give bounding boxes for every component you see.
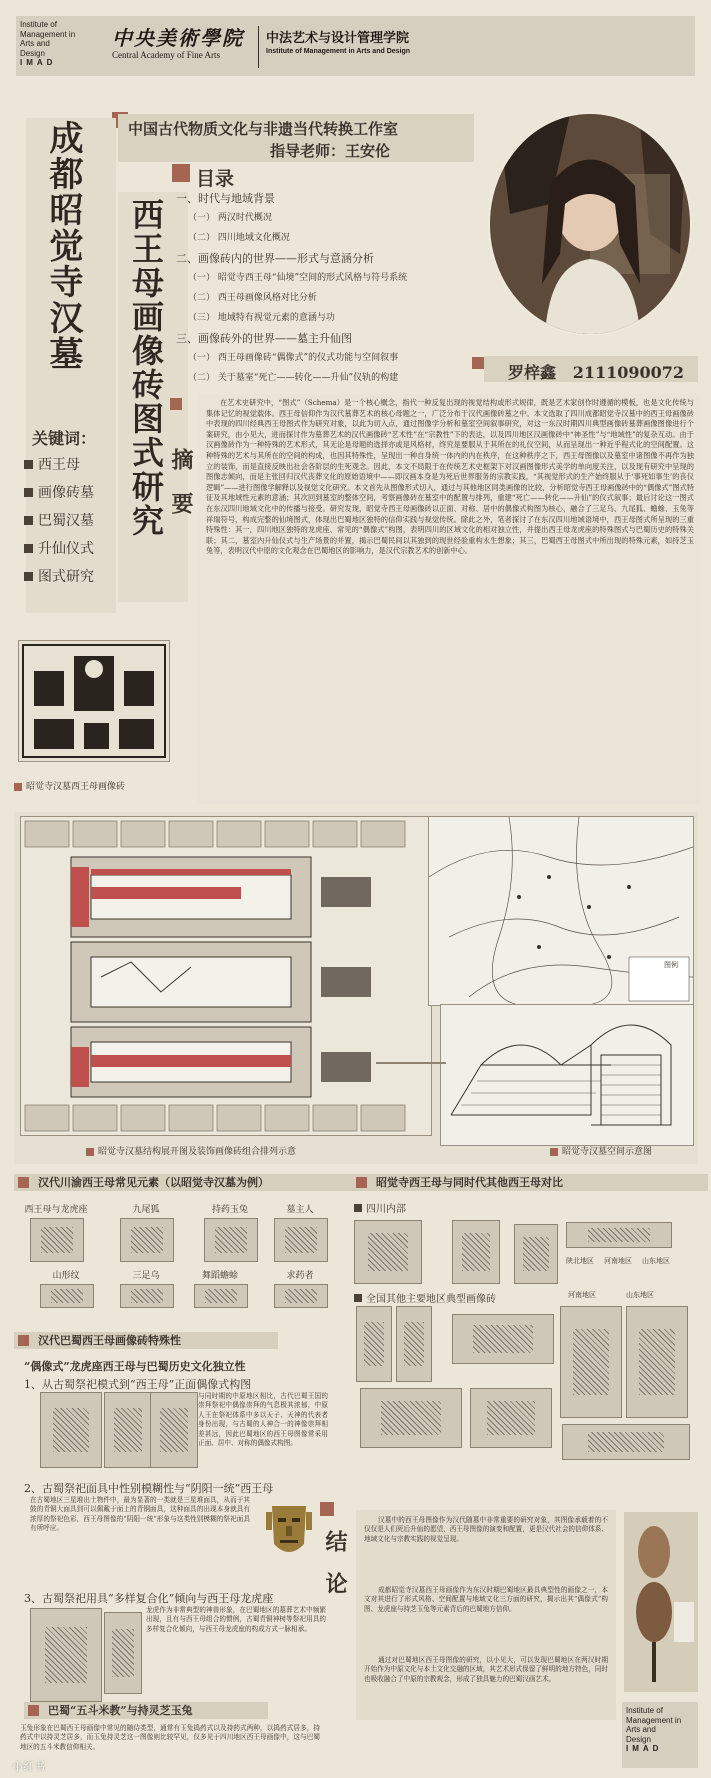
point-1-image-b [104,1392,152,1468]
footer-imad-block [622,1702,698,1768]
toc-item-2: 二、画像砖内的世界——形式与意涵分析 [176,252,374,265]
diagram-arrow [376,1062,446,1064]
national-thumb-8 [562,1424,690,1460]
academy-logo [112,26,252,72]
conclusion-para-3: 通过对巴蜀地区西王母图像的研究，以小见大，可以发现巴蜀地区在两汉时期开始作为中原文化与本土文化交融的区域，其艺术形式保留了鲜明的地方特色，同时也吸收融合了中原的宗教观念，形成了独具魅力的巴蜀汉画艺术。 [364,1656,608,1683]
national-text: 全国其他主要地区典型画像砖 [366,1294,496,1305]
element-thumb-4 [274,1218,328,1262]
map-illustration [429,817,693,1005]
point-3-image-a [30,1608,102,1702]
element-label-4: 墓主人 [286,1205,314,1215]
footer-imad-line-3: Arts and [626,1725,656,1734]
sichuan-thumb-2 [452,1220,500,1284]
imad-logo-block [20,20,90,72]
point-3-image-b [104,1612,142,1694]
toc-sub-3-2: （二） 关于墓室“死亡——转化——升仙”仪轨的构建 [188,373,399,383]
toc-sub-2-2: （二） 西王母画像风格对比分析 [188,293,317,303]
artwork-illustration [624,1512,698,1692]
sub-marker-icon-2 [354,1294,362,1302]
tomb-plan-diagram [20,816,432,1136]
element-label-7: 舞蹈蟾蜍 [201,1271,238,1281]
conclusion-para-2: 成都昭觉寺汉墓西王母画像作为东汉时期巴蜀地区最具典型性的画像之一，本文对其进行了形式风格、空间配置与地域文化三方面的研究，揭示出其“偶像式”构图、龙虎座与持芝玉兔等元素背后的巴蜀地方信仰。 [364,1586,608,1613]
national-thumb-2 [396,1306,432,1382]
point-1-text: 与同时期的中原地区相比，古代巴蜀王国的崇拜祭祀中偶像崇拜的气息极其浓郁，中原人王在祭祀体系中多以天子、天神的代表者身份出现，与古蜀的人神合一的神像崇拜相差甚远，因此巴蜀地区的西王母图像常采用正面、居中、对称的偶像式构图。 [198,1392,328,1448]
point-3-title: 3、古蜀祭祀用具“多样复合化”倾向与西王母龙虎座 [24,1592,274,1605]
toc-square [172,164,190,182]
keyword-1: 西王母 [24,456,80,474]
region-shaanbei: 陕北地区 [566,1257,594,1265]
element-label-3: 持药玉兔 [211,1205,248,1215]
point-1-title: 1、从古蜀祭祀模式到“西王母”正面偶像式构图 [24,1378,252,1391]
academy-name-en: Central Academy of Fine Arts [112,50,220,60]
sub-marker-icon [354,1204,362,1212]
school-name-en: Institute of Management in Arts and Design [266,48,411,55]
keyword-4: 升仙仪式 [24,540,94,558]
footer-imad-line-2: Management in [626,1715,682,1725]
sichuan-internal-label [354,1200,406,1215]
studio-name: 中国古代物质文化与非遗当代转换工作室 [128,120,399,138]
region-shandong-2: 山东地区 [626,1291,654,1299]
bronze-mask-image [266,1498,312,1562]
national-thumb-6 [360,1388,462,1448]
school-name-cn: 中法艺术与设计管理学院 [266,31,410,46]
bronze-mask-icon [266,1498,312,1562]
point-1-image-c [150,1392,198,1468]
conclusion-para-1: 汉墓中的西王母图像作为汉代随墓中非常重要的研究对象，其图像承载着的不仅仅是人们死后升仙的愿望，西王母图像的演变和配置，更是汉代社会的信仰体系、地域文化与宗教实践的视觉呈现。 [364,1516,608,1543]
header-marker-icon [18,1177,29,1188]
element-label-5: 山形纹 [52,1271,80,1281]
national-thumb-3 [452,1314,554,1364]
school-block [266,30,466,55]
keywords-heading: 关键词： [32,429,97,448]
author-portrait [488,112,692,336]
header-divider [258,26,259,68]
comparison-header [352,1174,708,1191]
region-henan: 河南地区 [604,1257,632,1265]
element-label-2: 九尾狐 [132,1205,160,1215]
imad-abbr: IMAD [20,58,57,67]
element-thumb-7 [194,1284,248,1308]
comparison-title: 昭觉寺西王母与同时代其他西王母对比 [376,1176,563,1189]
element-label-6: 三足乌 [132,1271,160,1281]
footer-imad-line-1: Institute of [626,1706,663,1715]
tomb-plan-caption: 昭觉寺汉墓结构展开图及装饰画像砖组合排列示意 [98,1147,297,1157]
wudoumi-header [24,1702,268,1719]
keyword-5: 图式研究 [24,568,94,586]
portrait-illustration [490,114,690,334]
toc-item-3: 三、画像砖外的世界——墓主升仙图 [176,332,352,345]
tomb-title: 成都昭觉寺汉墓 [43,120,83,372]
imad-line-2: Management in [20,29,76,39]
author-square [472,357,484,369]
keyword-3: 巴蜀汉墓 [24,512,94,530]
imad-line-1: Institute of [20,20,57,29]
element-thumb-1 [30,1218,84,1262]
abstract-square [170,398,182,410]
element-thumb-2 [120,1218,174,1262]
academy-name-cn: 中央美術學院 [112,26,244,50]
header-marker-icon-4 [28,1705,39,1716]
toc-sub-1-1: （一） 两汉时代概况 [188,213,272,223]
point-3-text: 龙虎作为非常典型的神兽形象，在巴蜀地区的墓葬艺术中频繁出现，且有与西王母组合的惯例，古蜀青铜神树等祭祀用具的多样复合化倾向，与西王母龙虎座的构成方式一脉相承。 [146,1606,326,1633]
footer-imad-line-4: Design [626,1734,651,1744]
main-title: 西王母画像砖图式研究 [127,198,165,538]
toc-list [176,192,476,402]
element-label-8: 求药者 [286,1271,314,1281]
sichuan-thumb-4 [566,1222,672,1248]
wudoumi-title: 巴蜀“五斗米教”与持灵芝玉兔 [48,1704,193,1717]
footer-imad-abbr: IMAD [626,1744,663,1753]
tomb-3d-illustration [441,1005,693,1145]
national-thumb-7 [470,1388,552,1448]
brick-caption: 昭觉寺汉墓西王母画像砖 [26,782,126,792]
element-thumb-5 [40,1284,94,1308]
national-thumb-4 [560,1306,622,1418]
sichuan-thumb-3 [514,1224,558,1284]
toc-sub-1-2: （二） 四川地域文化概况 [188,233,290,243]
element-thumb-6 [120,1284,174,1308]
abstract-heading: 摘要 [168,448,194,536]
sichuan-internal-text: 四川内部 [366,1204,406,1215]
keyword-2: 画像砖墓 [24,484,94,502]
element-thumb-8 [274,1284,328,1308]
special-subtitle: “偶像式”龙虎座西王母与巴蜀历史文化独立性 [24,1360,246,1373]
tomb-3d-caption: 昭觉寺汉墓空间示意图 [562,1147,653,1157]
element-thumb-3 [204,1218,258,1262]
toc-heading: 目录 [196,168,235,190]
brick-image [18,640,170,762]
tomb-3d-view [440,1004,694,1146]
region-map [428,816,694,1006]
toc-item-1: 一、时代与地域背景 [176,192,275,205]
national-label [354,1290,496,1305]
point-1-image-a [40,1392,102,1468]
watermark-text: 小红书 [12,1760,45,1773]
abstract-text: 在艺术史研究中，“图式”（Schema）是一个核心概念，指代一种反复出现的视觉结构或形式规律，既是艺术家创作时遵循的模板，也是文化传统与集体记忆的视觉载体。西王母信仰作为汉代墓葬艺术的核心母题之一，广泛分布于汉代画像砖墓之中。本文选取了四川成都昭觉寺汉墓中的西王母画像砖中表现的四川经典西王母图式作为研究对象，以此为切入点，通过图像学分析和墓室空间叙事研究，对这一东汉时期四川典型画像砖墓葬画像图像进行个案研究，由小见大，进而探讨作为墓葬艺术的汉代画像砖“艺术性”在“宗教性”下的表达，以及四川地区汉画像砖中“神圣性”与“地域性”的复杂互动。由于汉画像砖作为一种特殊的艺术形式，其无论是母题的选择亦或是风格材，终究是要服从于其所在的礼仪空间，从而呈现出一种近乎程式化的空间配置。这种特殊的艺术与其所在的空间的构成，也因其特殊性，呈现出一种自身统一体内的内在秩序，在这种秩序之下，西王母图像以及墓室中诸图像不再作为独立的装饰，而是直接反映出社会各阶层的生死观念。因此，本文不局限于在传统艺术史框架下对汉画图像形式美学的单向度关注，以及现有研究中呈现的图像志倾向，而是主张回归汉代丧葬文化的原始语境中——即汉画本身是为死后世界服务的宗教实践，“其视觉形式的生产始终服从于‘事死如事生’的丧仪逻辑”——进行图像学解释以及视觉文化研究。本文首先从图像形式切入，通过与其他地区同类画像的比较，分析昭觉寺西王母画像砖中的“偶像式”图式特征及其地域性元素的意涵；其次回到墓室的整体空间，考察画像砖在墓室中的配置与排列，重建“死亡——转化——升仙”的仪式叙事；最后讨论这一图式在东汉四川地域文化中的传播与接受。研究发现，昭觉寺西王母画像砖以正面、对称、居中的偶像式构图为核心，融合了三足乌、九尾狐、蟾蜍、玉兔等祥瑞符号，构成完整的仙境图式，体现出巴蜀地区独特的信仰实践与视觉传统。除此之外，笔者探讨了在东汉四川地域语境中，西王母图式所呈现的三重特殊性：其一，四川地区独特的龙虎座、常见的“偶像式”构图，表明四川的区域文化的相对独立性，并提出西王母龙虎座的特殊图式与巴蜀历史的特殊关联；其二，墓室内升仙仪式与生产场景的并置，揭示巴蜀民间以其独到的现世经验重构永生想象；其三，巴蜀西王母图式中所出现的特殊元素，如持芝玉兔等，表明汉代中原的文化观念在巴蜀地区的影响力，是汉代宗教艺术的创新中心。 [206,398,694,556]
plan-caption-square [86,1148,94,1156]
imad-line-3: Arts and [20,39,50,48]
element-label-1: 西王母与龙虎座 [24,1205,88,1215]
brick-illustration [19,641,169,761]
map-legend-title: 图例 [664,961,678,969]
special-header [14,1332,278,1349]
author-name-id: 罗梓鑫 2111090072 [508,363,685,382]
point-2-text: 在古蜀地区三星堆出土物件中，最为显著的一类就是三星堆面具，从而于其鼓的青铜大面具到可以佩戴于面上的青铜面具，这种面具的出现本身就具有浓厚的祭祀色彩，西王母图像的“阴阳一统”形象与这类性别模糊的祭祀面具有所呼应。 [30,1496,250,1533]
header-marker-icon-2 [356,1177,367,1188]
toc-sub-2-3: （三） 地域特有视觉元素的意涵与功 [188,313,335,323]
toc-sub-3-1: （一） 西王母画像砖“偶像式”的仪式功能与空间叙事 [188,353,399,363]
common-elements-title: 汉代川渝西王母常见元素（以昭觉寺汉墓为例） [38,1176,269,1189]
national-thumb-5 [626,1306,688,1418]
region-shandong: 山东地区 [642,1257,670,1265]
tomb-plan-illustration [21,817,431,1135]
point-2-title: 2、古蜀祭祀面具中性别模糊性与“阴阳一统”西王母 [24,1482,274,1495]
caption-square [14,783,22,791]
conclusion-heading: 结论 [322,1530,348,1614]
header-marker-icon-3 [18,1335,29,1346]
advisor-name: 指导老师：王安伦 [270,142,391,160]
imad-line-4: Design [20,48,45,58]
common-elements-header [14,1174,358,1191]
wudoumi-text: 玉兔形象在巴蜀西王母画像中常见的随侍类型，通常有玉兔捣药式以及持药式两种，以捣药式居多，持药式中以持灵芝居多，而玉兔持灵芝这一图像则比较罕见，仅多见于四川地区西王母画像中，这与巴蜀地区的五斗米教信仰相关。 [20,1724,320,1751]
national-thumb-1 [356,1306,392,1382]
toc-sub-2-1: （一） 昭觉寺西王母“仙境”空间的形式风格与符号系统 [188,273,408,283]
sichuan-thumb-1 [354,1220,422,1284]
conclusion-square [320,1502,334,1516]
special-title: 汉代巴蜀西王母画像砖特殊性 [38,1334,181,1347]
3d-caption-square [550,1148,558,1156]
region-henan-2: 河南地区 [568,1291,596,1299]
artwork-side-panel [624,1512,698,1692]
